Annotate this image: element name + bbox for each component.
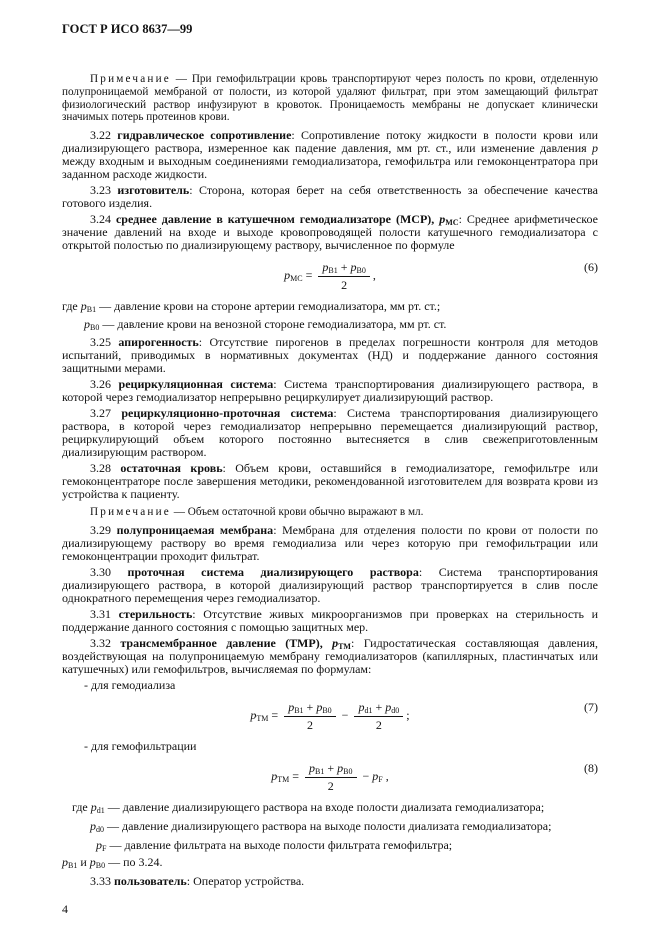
term-3-31: 3.31 стерильность: Отсутствие живых микроорганизмов при проверках на стерильность и поддержание данного состояния с помощью защитных мер. bbox=[62, 606, 598, 634]
formula-7: $p_{TM}$ = $\frac{p_{B1} + p_{B0}}{2}$ − $\frac{p_{d1} + p_{d0}}{2}$ ; (7) bbox=[250, 699, 598, 732]
where-pd0: $p_{d0}$ — давление диализирующего раствора на выходе полости диализата гемодиализатора; bbox=[90, 818, 552, 834]
page-body bbox=[62, 73, 598, 917]
where-pd1: где $p_{d1}$ — давление диализирующего раствора на входе полости диализата гемодиализатора; bbox=[72, 799, 545, 815]
term-3-26: 3.26 рециркуляционная система: Система транспортирования диализирующего раствора, в которой через гемодиализатор непрерывно рециркулирует диализирующий раствор. bbox=[62, 377, 598, 405]
term-3-24: 3.24 среднее давление в катушечном гемодиализаторе (МСР), $p_{MC}$: Среднее арифметическое значение давлений на входе и выходе кровопроводящей полости катушечного гемодиализатора с открытой полостью по диализирующему раствору, вычисленное по формуле bbox=[62, 212, 599, 253]
where-pf: $p_F$ — давление фильтрата на выходе полости фильтрата гемофильтра; bbox=[96, 837, 453, 853]
term-3-33: 3.33 пользователь: Оператор устройства. bbox=[90, 873, 305, 888]
equation-number: (7) bbox=[584, 699, 598, 714]
term-3-28: 3.28 остаточная кровь: Объем крови, оставшийся в гемодиализаторе, гемофильтре или гемоконцентраторе после завершения методики, рекомендованной изготовителем для возврата крови из устройства к пациенту. bbox=[62, 461, 598, 502]
where-pb-ref: $p_{B1}$ и $p_{B0}$ — по 3.24. bbox=[62, 854, 163, 870]
note-hemofiltration: Примечание — При гемофильтрации кровь транспортируют через полость по крови, отделенную полупроницаемой мембраной от полости, из которой удаляют фильтрат, при этом замещающий фильтрат физиологический раствор инфузируют в кровоток. Проницаемость мембраны не допускает клинически значимых потерь протеинов крови. bbox=[62, 73, 598, 124]
formula-8: $p_{TM}$ = $\frac{p_{B1} + p_{B0}}{2}$ − $p_F$ , (8) bbox=[271, 760, 598, 793]
note-residual-blood: Примечание — Объем остаточной крови обычно выражают в мл. bbox=[90, 506, 424, 519]
list-filtration: - для гемофильтрации bbox=[84, 738, 197, 753]
document-header: ГОСТ Р ИСО 8637—99 bbox=[62, 22, 193, 36]
term-3-32: 3.32 трансмембранное давление (ТМР), $p_{TM}$: Гидростатическая составляющая давления, воздействующая на полупроницаемую мембрану гемодиализаторов (капиллярных, пластинчатых или катушечных) или гемофильтров, вычисляемая по формулам: bbox=[62, 635, 599, 676]
term-3-27: 3.27 рециркуляционно-проточная система: Система транспортирования диализирующего раствора, в которой через гемодиализатор непрерывно перемещается диализирующий раствор, рециркулирующий объем которого постоянно вытесняется в слив свежеприготовленным диализирующим раствором. bbox=[62, 406, 598, 460]
list-dialysis: - для гемодиализа bbox=[84, 677, 176, 692]
term-3-23: 3.23 изготовитель: Сторона, которая берет на себя ответственность за обеспечение качества готового изделия. bbox=[62, 183, 598, 211]
equation-number: (8) bbox=[584, 760, 598, 775]
equation-number: (6) bbox=[584, 260, 598, 275]
where-pb0: $p_{B0}$ — давление крови на венозной стороне гемодиализатора, мм рт. ст. bbox=[84, 317, 447, 333]
term-3-30: 3.30 проточная система диализирующего раствора: Система транспортирования диализирующего раствора, в которой диализирующий раствор транспортируется в слив после однократного перемещения через гемодиализатор. bbox=[62, 564, 599, 605]
term-3-22: 3.22 гидравлическое сопротивление: Сопротивление потоку жидкости в полости крови или диализирующего раствора, измеренное как падение давления, мм рт. ст., или изменение давления p между входным и выходным соединениями гемодиализатора, гемофильтра или гемоконцентратора при заданном расходе жидкости. bbox=[62, 128, 599, 182]
where-pb1: где $p_{B1}$ — давление крови на стороне артерии гемодиализатора, мм рт. ст.; bbox=[62, 299, 441, 315]
page-number: 4 bbox=[62, 901, 68, 916]
term-3-29: 3.29 полупроницаемая мембрана: Мембрана для отделения полости по крови от полости по диализирующему раствору во время гемодиализа или через которую при гемофильтрации или гемоконцентрации проходит фильтрат. bbox=[62, 522, 599, 563]
term-3-25: 3.25 апирогенность: Отсутствие пирогенов в пределах погрешности контроля для методов испытаний, приводимых в нормативных документах (НД) и поддержание данного состояния защитными мерами. bbox=[62, 335, 598, 376]
formula-6: $p_{MC}$ = $\frac{p_{B1} + p_{B0}}{2}$ , (6) bbox=[284, 260, 598, 293]
